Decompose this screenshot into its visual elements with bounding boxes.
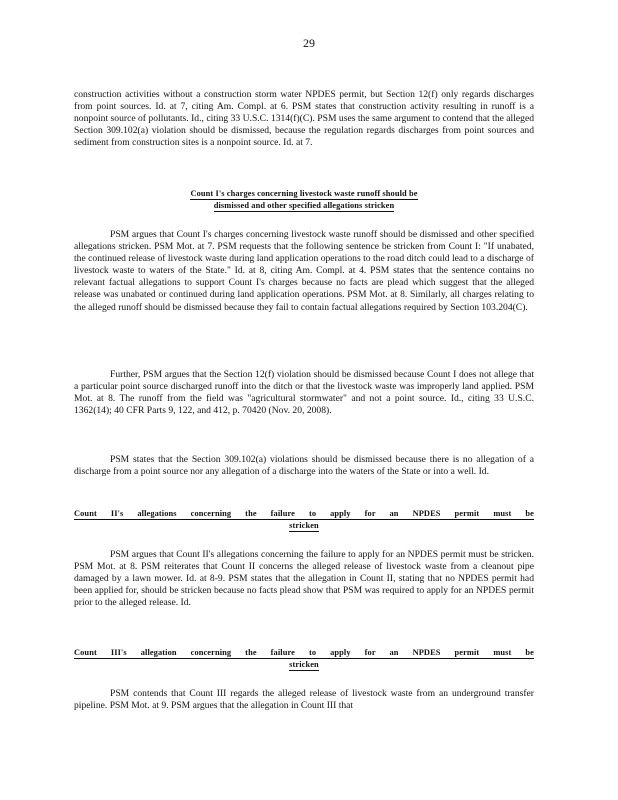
paragraph-count-iii-contention: PSM contends that Count III regards the alleged release of livestock waste from an underground transfer pipeline. PSM Mot. at 9. PSM argues that the allegation in Count III that <box>74 688 534 712</box>
section-heading-count-i-line1: Count I's charges concerning livestock waste runoff should be <box>190 189 418 198</box>
section-heading-count-i <box>74 188 534 212</box>
paragraph-count-ii-allegations: PSM argues that Count II's allegations concerning the failure to apply for an NPDES permit must be stricken. PSM Mot. at 8. PSM reiterates that Count II concerns the alleged release of livestock waste from a cleanout pipe damaged by a lawn mower. Id. at 8-9. PSM states that the allegation in Count II, stating that no NPDES permit had been applied for, should be stricken because no facts plead show that PSM was required to apply for an NPDES permit prior to the alleged release. Id. <box>74 549 534 609</box>
section-heading-count-iii-line1: Count III's allegation concerning the failure to apply for an NPDES permit must be <box>74 648 534 657</box>
paragraph-section-309-violations: PSM states that the Section 309.102(a) violations should be dismissed because there is no allegation of a discharge from a point source nor any allegation of a discharge into the waters of the State or into a well. Id. <box>74 454 534 478</box>
section-heading-count-ii-line2: stricken <box>289 521 319 530</box>
section-heading-count-i-line2: dismissed and other specified allegations stricken <box>213 201 395 210</box>
paragraph-section-12f-violation: Further, PSM argues that the Section 12(f) violation should be dismissed because Count I does not allege that a particular point source discharged runoff into the ditch or that the livestock waste was improperly land applied. PSM Mot. at 8. The runoff from the field was "agricultural stormwater" and not a point source. Id., citing 33 U.S.C. 1362(14); 40 CFR Parts 9, 122, and 412, p. 70420 (Nov. 20, 2008). <box>74 369 534 417</box>
section-heading-count-iii-line2: stricken <box>289 660 319 669</box>
paragraph-construction-activities: construction activities without a construction storm water NPDES permit, but Section 12(f) only regards discharges from point sources. Id. at 7, citing Am. Compl. at 6. PSM states that construction activity resulting in runoff is a nonpoint source of pollutants. Id., citing 33 U.S.C. 1314(f)(C). PSM uses the same argument to contend that the alleged Section 309.102(a) violation should be dismissed, because the regulation regards discharges from point sources and sediment from construction sites is a nonpoint source. Id. at 7. <box>74 89 534 149</box>
paragraph-count-i-charges: PSM argues that Count I's charges concerning livestock waste runoff should be dismissed and other specified allegations stricken. PSM Mot. at 7. PSM requests that the following sentence be stricken from Count I: "If unabated, the continued release of livestock waste during land application operations to the road ditch could lead to a discharge of livestock waste to waters of the State." Id. at 8, citing Am. Compl. at 4. PSM states that the sentence contains no relevant factual allegations to support Count I's charges because no facts are plead which suggest that the alleged release was unabated or continued during land application operations. PSM Mot. at 8. Similarly, all charges relating to the alleged runoff should be dismissed because they fail to contain factual allegations required by Section 103.204(C). <box>74 229 534 313</box>
section-heading-count-iii <box>74 647 534 671</box>
section-heading-count-ii-line1: Count II's allegations concerning the failure to apply for an NPDES permit must be <box>74 509 534 518</box>
section-heading-count-ii <box>74 508 534 532</box>
page-number: 29 <box>303 36 315 50</box>
